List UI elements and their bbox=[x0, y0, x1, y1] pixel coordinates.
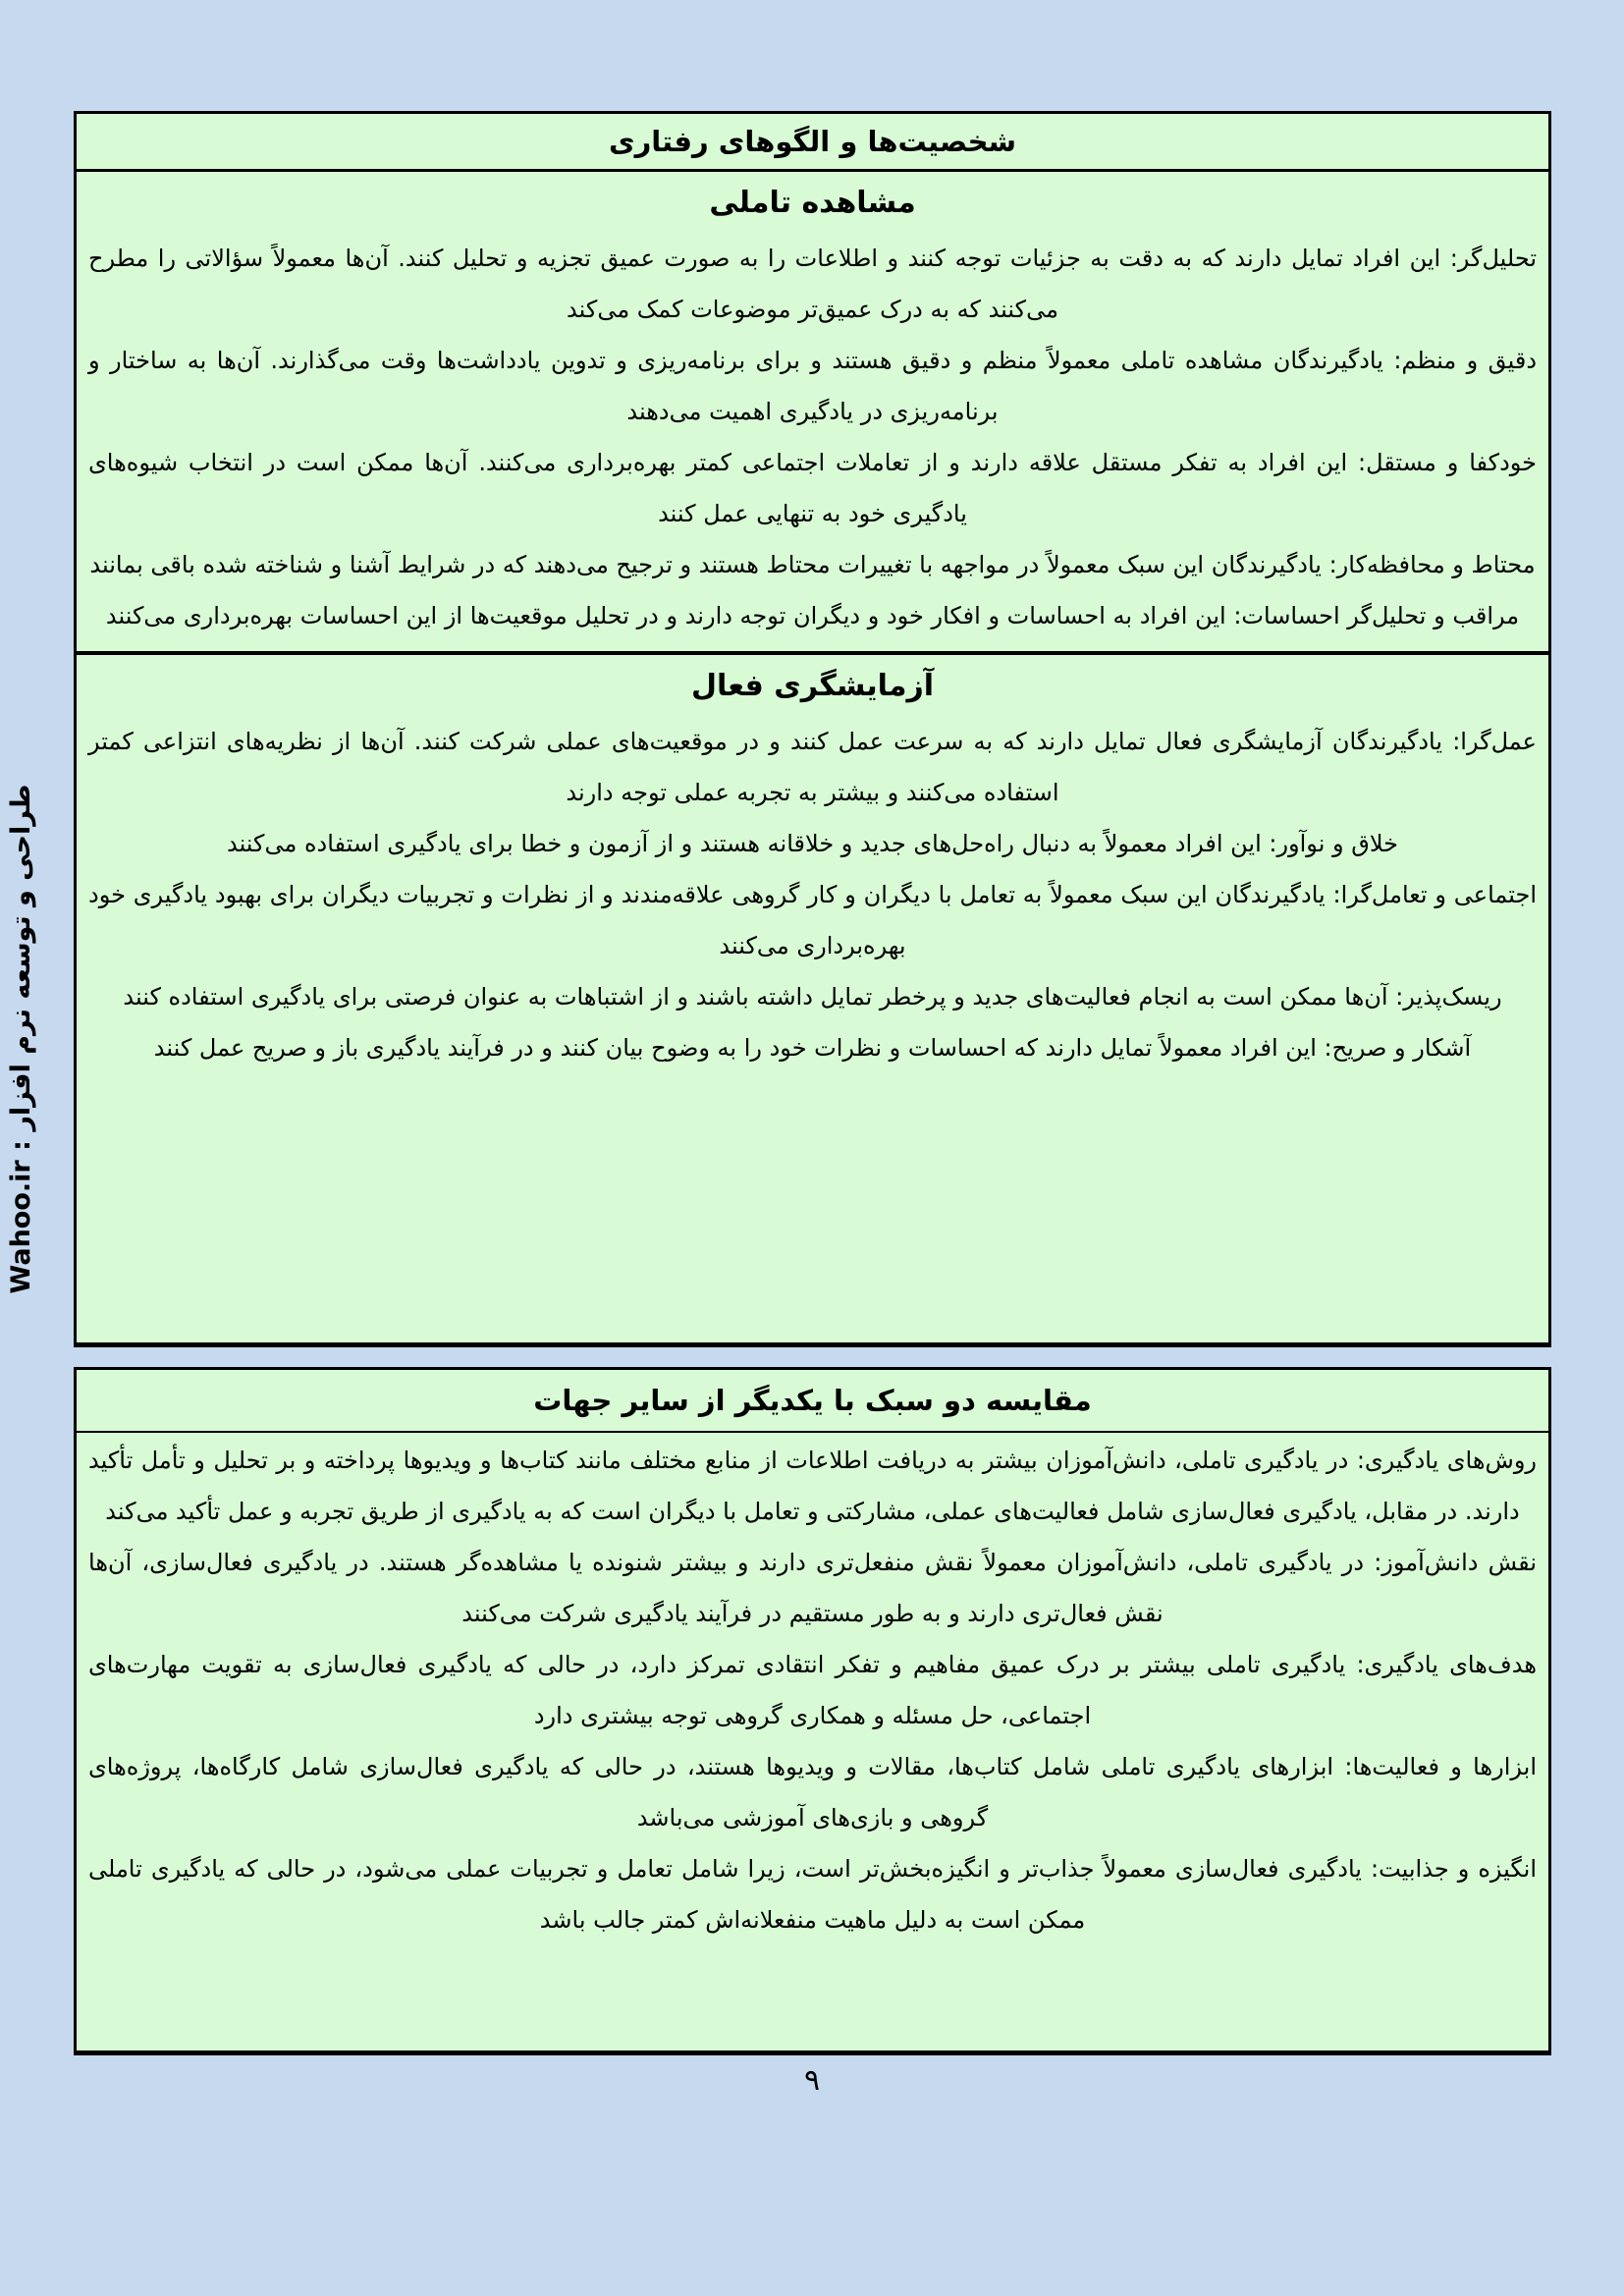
section-active-experimentation bbox=[77, 651, 1548, 1083]
box-title-personality-patterns: شخصیت‌ها و الگوهای رفتاری bbox=[77, 114, 1548, 172]
paragraph-creative-innovative: خلاق و نوآور: این افراد معمولاً به دنبال راه‌حل‌های جدید و خلاقانه هستند و از آزمون و خطا برای یادگیری استفاده می‌کنند bbox=[226, 830, 1399, 857]
section-comparison bbox=[77, 1433, 1548, 1955]
box-title-comparison: مقایسه دو سبک با یکدیگر از سایر جهات bbox=[77, 1370, 1548, 1433]
watermark-sidebar-text: طراحی و توسعه نرم افزار : Wahoo.ir bbox=[6, 784, 36, 1294]
section-heading-active-experimentation: آزمایشگری فعال bbox=[690, 669, 935, 703]
paragraph-emotion-analyzer: مراقب و تحلیل‌گر احساسات: این افراد به احساسات و افکار خود و دیگران توجه دارند و در تحلیل موقعیت‌ها از این احساسات بهره‌برداری می‌کنند bbox=[105, 602, 1520, 629]
paragraph-motivation-appeal: انگیزه و جذابیت: یادگیری فعال‌سازی معمولاً جذاب‌تر و انگیزه‌بخش‌تر است، زیرا شامل تعامل و تجربیات عملی می‌شود، در حالی که یادگیری تاملی ممکن است به دلیل ماهیت منفعلانه‌اش کمتر جالب باشد bbox=[88, 1855, 1537, 1934]
paragraph-risk-taker: ریسک‌پذیر: آن‌ها ممکن است به انجام فعالیت‌های جدید و پرخطر تمایل داشته باشند و از اشتباهات به عنوان فرصتی برای یادگیری استفاده کنند bbox=[123, 983, 1502, 1011]
paragraph-analyzer: تحلیل‌گر: این افراد تمایل دارند که به دقت به جزئیات توجه کنند و اطلاعات را به صورت عمیق تجزیه و تحلیل کنند. آن‌ها معمولاً سؤالاتی را مطرح می‌کنند که به درک عمیق‌تر موضوعات کمک می‌کند bbox=[88, 245, 1537, 323]
paragraph-pragmatic: عمل‌گرا: یادگیرندگان آزمایشگری فعال تمایل دارند که به سرعت عمل کنند و در موقعیت‌های عملی شرکت کنند. آن‌ها از نظریه‌های انتزاعی کمتر استفاده می‌کنند و بیشتر به تجربه عملی توجه دارند bbox=[88, 728, 1537, 806]
paragraph-self-sufficient: خودکفا و مستقل: این افراد به تفکر مستقل علاقه دارند و از تعاملات اجتماعی کمتر بهره‌برداری می‌کنند. آن‌ها ممکن است در انتخاب شیوه‌های یادگیری خود به تنهایی عمل کنند bbox=[88, 449, 1537, 527]
content-box-comparison bbox=[74, 1367, 1551, 2055]
section-reflective-observation bbox=[77, 172, 1548, 651]
paragraph-cautious-conservative: محتاط و محافظه‌کار: یادگیرندگان این سبک معمولاً در مواجهه با تغییرات محتاط هستند و ترجیح می‌دهند که در شرایط آشنا و شناخته شده باقی بمانند bbox=[89, 551, 1536, 578]
paragraph-social-interactive: اجتماعی و تعامل‌گرا: یادگیرندگان این سبک معمولاً به تعامل با دیگران و کار گروهی علاقه‌مندند و از نظرات و تجربیات دیگران برای بهبود یادگیری خود بهره‌برداری می‌کنند bbox=[88, 881, 1537, 959]
paragraph-open-explicit: آشکار و صریح: این افراد معمولاً تمایل دارند که احساسات و نظرات خود را به وضوح بیان کنند و در فرآیند یادگیری باز و صریح عمل کنند bbox=[153, 1034, 1472, 1062]
paragraph-learning-methods: روش‌های یادگیری: در یادگیری تاملی، دانش‌آموزان بیشتر به دریافت اطلاعات از منابع مختلف مانند کتاب‌ها و ویدیوها پرداخته و بر تحلیل و تأمل تأکید دارند. در مقابل، یادگیری فعال‌سازی شامل فعالیت‌های عملی، مشارکتی و تعامل با دیگران است که به یادگیری از طریق تجربه و عمل تأکید می‌کند bbox=[88, 1447, 1537, 1525]
section-heading-reflective-observation: مشاهده تاملی bbox=[709, 186, 916, 220]
paragraph-student-role: نقش دانش‌آموز: در یادگیری تاملی، دانش‌آموزان معمولاً نقش منفعل‌تری دارند و بیشتر شنونده یا مشاهده‌گر هستند. در یادگیری فعال‌سازی، آن‌ها نقش فعال‌تری دارند و به طور مستقیم در فرآیند یادگیری شرکت می‌کنند bbox=[88, 1549, 1537, 1627]
page-number: ۹ bbox=[803, 2063, 821, 2098]
paragraph-precise-organized: دقیق و منظم: یادگیرندگان مشاهده تاملی معمولاً منظم و دقیق هستند و برای برنامه‌ریزی و تدوین یادداشت‌ها وقت می‌گذارند. آن‌ها به ساختار و برنامه‌ریزی در یادگیری اهمیت می‌دهند bbox=[88, 347, 1537, 425]
paragraph-learning-goals: هدف‌های یادگیری: یادگیری تاملی بیشتر بر درک عمیق مفاهیم و تفکر انتقادی تمرکز دارد، در حالی که یادگیری فعال‌سازی به تقویت مهارت‌های اجتماعی، حل مسئله و همکاری گروهی توجه بیشتری دارد bbox=[88, 1651, 1537, 1729]
paragraph-tools-activities: ابزارها و فعالیت‌ها: ابزارهای یادگیری تاملی شامل کتاب‌ها، مقالات و ویدیوها هستند، در حالی که یادگیری فعال‌سازی شامل کارگاه‌ها، پروژه‌های گروهی و بازی‌های آموزشی می‌باشد bbox=[88, 1753, 1537, 1831]
content-box-personality bbox=[74, 111, 1551, 1347]
